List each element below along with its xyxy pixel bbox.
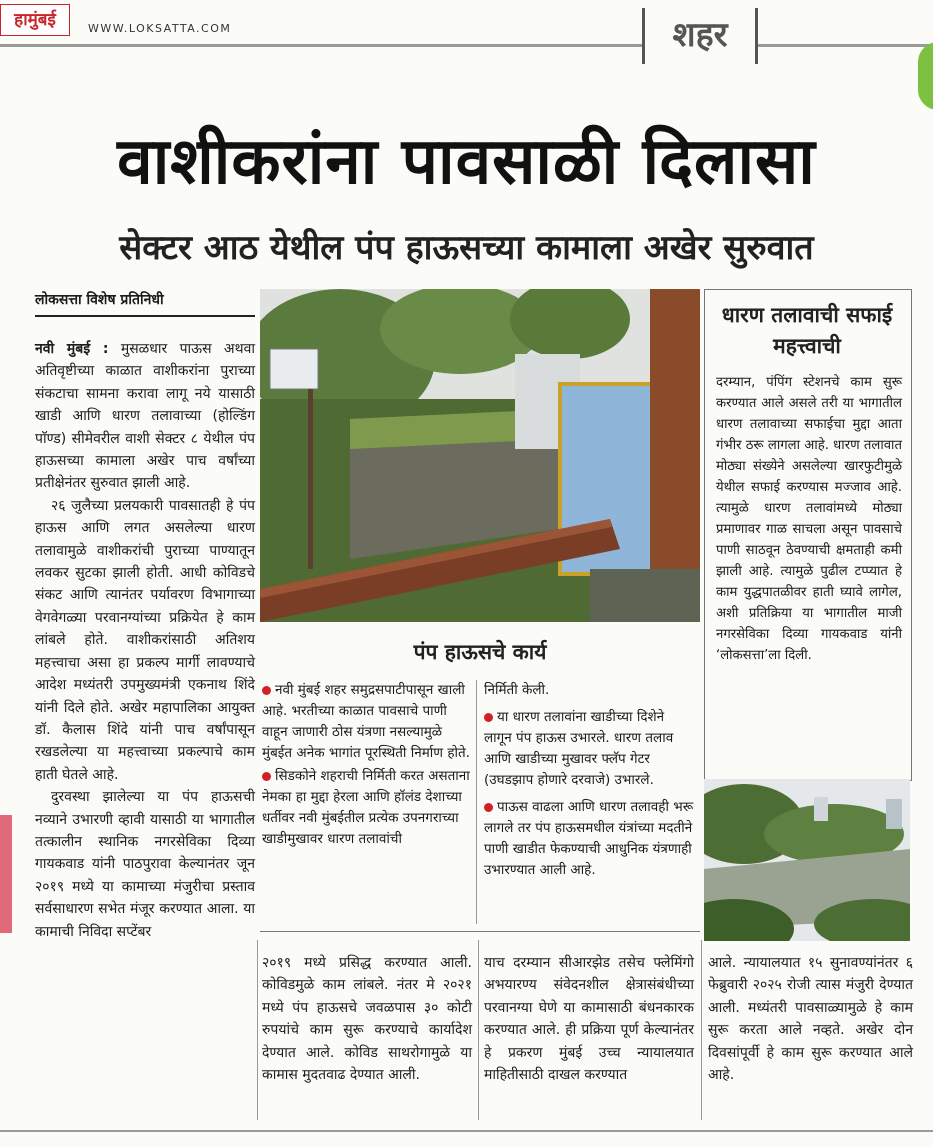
article-column-1 xyxy=(35,338,255,943)
paragraph-6: आले. न्यायालयात १५ सुनावण्यांनंतर ६ फेब्रुवारी २०२५ रोजी त्यास मंजुरी देण्यात आली. मध्यंतरी पावसाळ्यामुळे हे काम सुरू करता आले नव्हते. अखेर दोन दिवसांपूर्वी हे काम सुरू करण्यात आले आहे. xyxy=(708,955,913,1084)
paper-name: हामुंबई xyxy=(0,4,70,36)
paragraph-4: २०१९ मध्ये प्रसिद्ध करण्यात आली. कोविडमुळे काम लांबले. नंतर मे २०२१ मध्ये पंप हाऊसचे जवळपास ३० कोटी रुपयांचे काम सुरू करण्याचे कार्यादेश देण्यात आले. कोविड साथरोगामुळे या कामास मुदतवाढ देण्यात आली. xyxy=(262,955,472,1084)
article-column-3 xyxy=(484,952,694,1086)
pump-house-photo xyxy=(260,289,700,622)
lake-photo xyxy=(704,779,910,941)
column-divider xyxy=(701,940,702,1120)
bullet-2: सिडकोने शहराची निर्मिती करत असताना नेमका हा मुद्दा हेरला आणि हॉलंड देशाच्या धर्तीवर नवी मुंबईतील प्रत्येक उपनगराच्या खाडीमुखावर धारण तलावांची xyxy=(262,768,470,847)
sidebar-title: धारण तलावाची सफाई महत्त्वाची xyxy=(721,303,893,358)
paragraph-3: दुरवस्था झालेल्या या पंप हाऊसची नव्याने उभारणी व्हावी यासाठी या भागातील तत्कालीन स्थानिक नगरसेविका दिव्या गायकवाड यांनी पाठपुरावा केल्यानंतर जून २०१९ मध्ये या कामाच्या मंजुरीचा प्रस्ताव सर्वसाधारण सभेत मंजूर करण्यात आला. या कामाची निविदा सप्टेंबर xyxy=(35,789,255,940)
article-column-4 xyxy=(708,952,913,1086)
bullet-2-continued: निर्मिती केली. xyxy=(484,682,550,698)
pump-house-bullets-right xyxy=(484,680,694,883)
paragraph-1: नवी मुंबई : मुसळधार पाऊस अथवा अतिवृष्टीच्या काळात वाशीकरांना पुराच्या संकटाचा सामना करावा लागू नये यासाठी खाडी आणि धारण तलावाच्या (होल्डिंग पाॅण्ड) सीमेवरील वाशी सेक्टर ८ येथील पंप हाऊसच्या कामाला अखेर पाच वर्षांच्या प्रतीक्षेनंतर सुरुवात झाली आहे. xyxy=(35,341,255,492)
paragraph-5: याच दरम्यान सीआरझेड तसेच फ्लेमिंगो अभयारण्य संवेदनशील क्षेत्रासंबंधीच्या परवानग्या घेणे या कामासाठी बंधनकारक करण्यात आले. ही प्रक्रिया पूर्ण केल्यानंतर हे प्रकरण मुंबई उच्च न्यायालयात माहितीसाठी दाखल करण्यात xyxy=(484,955,694,1084)
page-tab-marker xyxy=(918,42,933,110)
column-divider xyxy=(478,940,479,1120)
pump-house-photo-illustration xyxy=(260,289,700,622)
bullet-dot-icon xyxy=(262,772,271,781)
pump-house-box-title: पंप हाऊसचे कार्य xyxy=(413,640,547,664)
page-bottom-rule xyxy=(0,1130,933,1132)
section-label: शहर xyxy=(642,8,758,64)
column-divider xyxy=(257,940,258,1120)
bullet-dot-icon xyxy=(262,686,271,695)
bullet-4: पाऊस वाढला आणि धारण तलावही भरू लागले तर पंप हाऊसमधील यंत्रांच्या मदतीने पाणी खाडीत फेकण्याची आधुनिक यंत्रणाही उभारण्यात आली आहे. xyxy=(484,799,694,878)
bullet-dot-icon xyxy=(484,803,493,812)
bullet-1: नवी मुंबई शहर समुद्रसपाटीपासून खाली आहे. भरतीच्या काळात पावसाचे पाणी वाहून जाणारी ठोस यंत्रणा नसल्यामुळे मुंबईत अनेक भागांत पूरस्थिती निर्माण होते. xyxy=(262,682,470,761)
sidebar-text: दरम्यान, पंपिंग स्टेशनचे काम सुरू करण्यात आले असले तरी या भागातील धारण तलावाच्या सफाईचा मुद्दा आता गंभीर ठरू लागला आहे. धारण तलावात मोठ्या संख्येने असलेल्या खारफुटीमुळे येथील सफाई करण्यास मज्जाव आहे. त्यामुळे धारण तलावांमध्ये मोठ्या प्रमाणावर गाळ साचला असून पावसाचे पाणी साठवून ठेवण्याची क्षमताही कमी झाली आहे. त्यामुळे पुढील टप्प्यात हे काम युद्धपातळीवर हाती घ्यावे लागेल, अशी प्रतिक्रिया या भागातील माजी नगरसेविका दिव्या गायकवाड यांनी ‘लोकसत्ता’ला दिली. xyxy=(716,375,902,663)
lake-photo-illustration xyxy=(704,779,910,941)
column-divider xyxy=(476,680,477,924)
pump-house-bullets-left xyxy=(262,680,472,852)
article-column-2 xyxy=(262,952,472,1086)
byline: लोकसत्ता विशेष प्रतिनिधी xyxy=(35,290,255,317)
subheadline: सेक्टर आठ येथील पंप हाऊसच्या कामाला अखेर सुरुवात xyxy=(119,228,814,268)
headline: वाशीकरांना पावसाळी दिलासा xyxy=(117,125,816,199)
edge-marker xyxy=(0,815,12,933)
site-url[interactable]: WWW.LOKSATTA.COM xyxy=(88,22,232,35)
paragraph-2: २६ जुलैच्या प्रलयकारी पावसातही हे पंप हाऊस आणि लगत असलेल्या धारण तलावामुळे वाशीकरांची पुराच्या पाण्यातून लवकर सुटका झाली होती. आधी कोविडचे संकट आणि त्यानंतर पर्यावरण विभागाच्या वेगवेगळ्या परवानग्यांच्या प्रक्रियेत हे काम लांबले होते. वाशीकरांसाठी अतिशय महत्त्वाचा असा हा प्रकल्प मार्गी लावण्याचे आदेश मध्यंतरी उपमुख्यमंत्री एकनाथ शिंदे यांनी दिले होते. अखेर महापालिका आयुक्त डॉ. कैलास शिंदे यांनी पाच वर्षांपासून रखडलेल्या या महत्त्वाच्या प्रकल्पाचे काम हाती घेतले आहे. xyxy=(35,497,255,783)
bullet-dot-icon xyxy=(484,713,493,722)
bullet-3: या धारण तलावांना खाडीच्या दिशेने लागून पंप हाऊस उभारले. धारण तलाव आणि खाडीच्या मुखावर फ्लॅप गेटर (उघडझाप होणारे दरवाजे) उभारले. xyxy=(484,709,674,788)
dateline: नवी मुंबई : xyxy=(35,341,109,357)
